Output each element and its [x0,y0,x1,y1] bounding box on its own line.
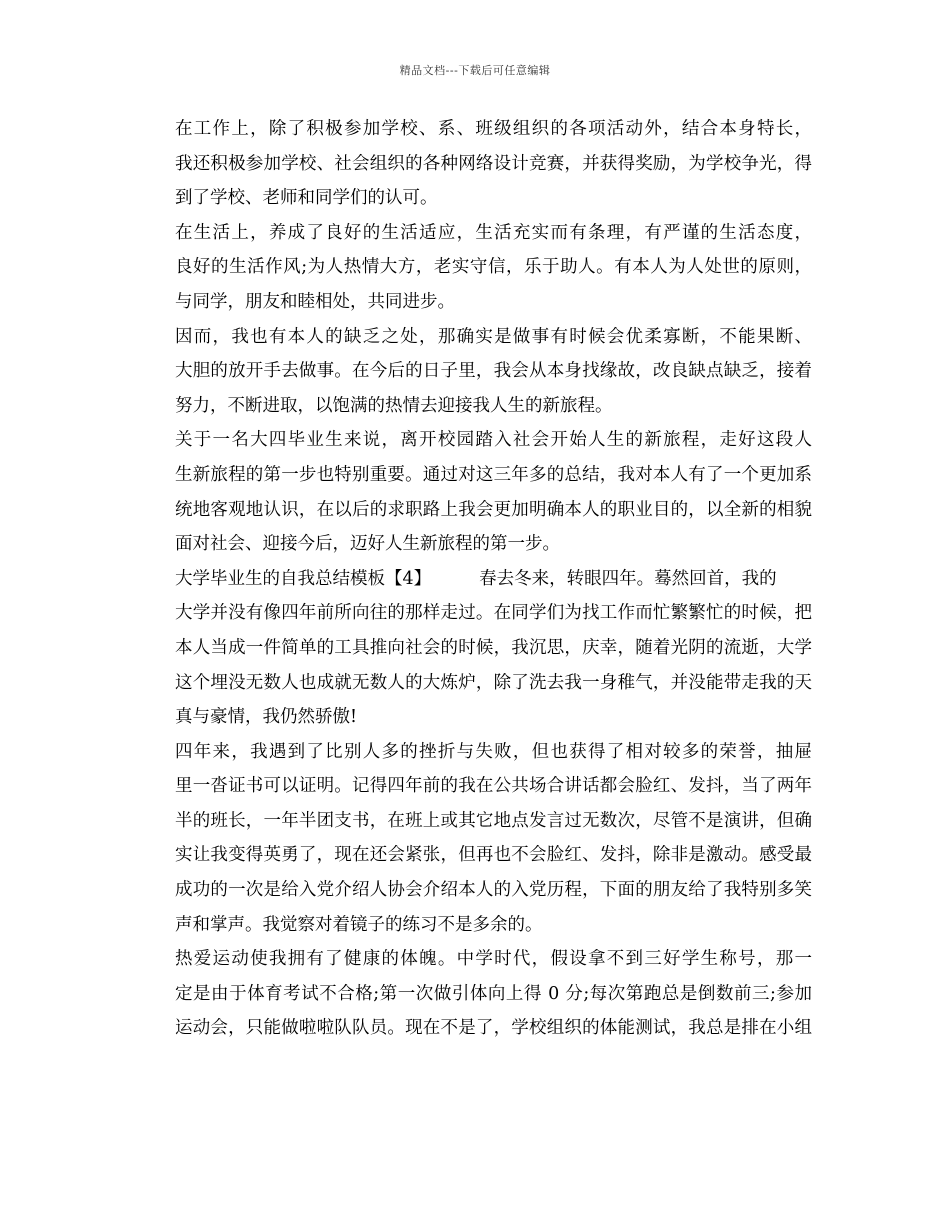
text-line: 我还积极参加学校、社会组织的各种网络设计竞赛，并获得奖励，为学校争光，得 [175,153,812,174]
paragraph [140,216,812,320]
text-line: 生新旅程的第一步也特别重要。通过对这三年多的总结，我对本人有了一个更加系 [175,464,812,485]
paragraph [140,942,812,1046]
text-line: 因而，我也有本人的缺乏之处，那确实是做事有时候会优柔寡断，不能果断、 [175,326,812,347]
text-line: 在工作上，除了积极参加学校、系、班级组织的各项活动外，结合本身特长， [175,119,812,139]
text-line: 四年来，我遇到了比别人多的挫折与失败，但也获得了相对较多的荣誉，抽屉 [175,741,812,762]
text-line: 到了学校、老师和同学们的认可。 [175,188,438,209]
text-line: 努力，不断进取，以饱满的热情去迎接我人生的新旅程。 [175,395,613,416]
text-line: 定是由于体育考试不合格;第一次做引体向上得 0 分;每次第跑总是倒数前三;参加 [175,983,812,1004]
text-line: 声和掌声。我觉察对着镜子的练习不是多余的。 [175,914,543,935]
text-line: 成功的一次是给入党介绍人协会介绍本人的入党历程，下面的朋友给了我特别多笑 [175,880,812,901]
paragraph [140,423,812,561]
document-body [140,112,812,1046]
text-line: 运动会，只能做啦啦队队员。现在不是了，学校组织的体能测试，我总是排在小组 [175,1018,812,1039]
paragraph [140,112,812,216]
text-line: 面对社会、迎接今后，迈好人生新旅程的第一步。 [175,534,560,555]
text-line: 良好的生活作风;为人热情大方，老实守信，乐于助人。有本人为人处世的原则， [175,257,812,278]
text-line: 里一沓证书可以证明。记得四年前的我在公共场合讲话都会脸红、发抖，当了两年 [175,776,812,797]
paragraph [140,562,812,735]
paragraph [140,320,812,424]
text-line: 大胆的放开手去做事。在今后的日子里，我会从本身找缘故，改良缺点缺乏，接着 [175,361,812,382]
text-line: 关于一名大四毕业生来说，离开校园踏入社会开始人生的新旅程，走好这段人 [175,430,812,451]
text-line: 实让我变得英勇了，现在还会紧张，但再也不会脸红、发抖，除非是激动。感受最 [175,845,812,866]
section-heading: 大学毕业生的自我总结模板【4】 [175,568,432,589]
page-header: 精品文档---下载后可任意编辑 [399,64,551,77]
text-line: 统地客观地认识，在以后的求职路上我会更加明确本人的职业目的，以全新的相貌 [175,499,812,520]
paragraph [140,735,812,943]
heading-tail-text: 春去冬来，转眼四年。蓦然回首，我的 [479,568,777,589]
text-line: 大学并没有像四年前所向往的那样走过。在同学们为找工作而忙繁繁忙的时候，把 [175,603,812,624]
text-line: 在生活上，养成了良好的生活适应，生活充实而有条理，有严谨的生活态度， [175,222,812,243]
text-line: 热爱运动使我拥有了健康的体魄。中学时代，假设拿不到三好学生称号，那一 [175,949,812,970]
text-line: 半的班长，一年半团支书，在班上或其它地点发言过无数次，尽管不是演讲，但确 [175,810,812,831]
text-line: 真与豪情，我仍然骄傲! [175,707,358,728]
text-line: 本人当成一件简单的工具推向社会的时候，我沉思，庆幸，随着光阴的流逝，大学 [175,637,812,658]
text-line [140,562,812,597]
text-line: 这个埋没无数人也成就无数人的大炼炉，除了洗去我一身稚气，并没能带走我的天 [175,672,812,693]
text-line: 与同学，朋友和睦相处，共同进步。 [175,291,455,312]
